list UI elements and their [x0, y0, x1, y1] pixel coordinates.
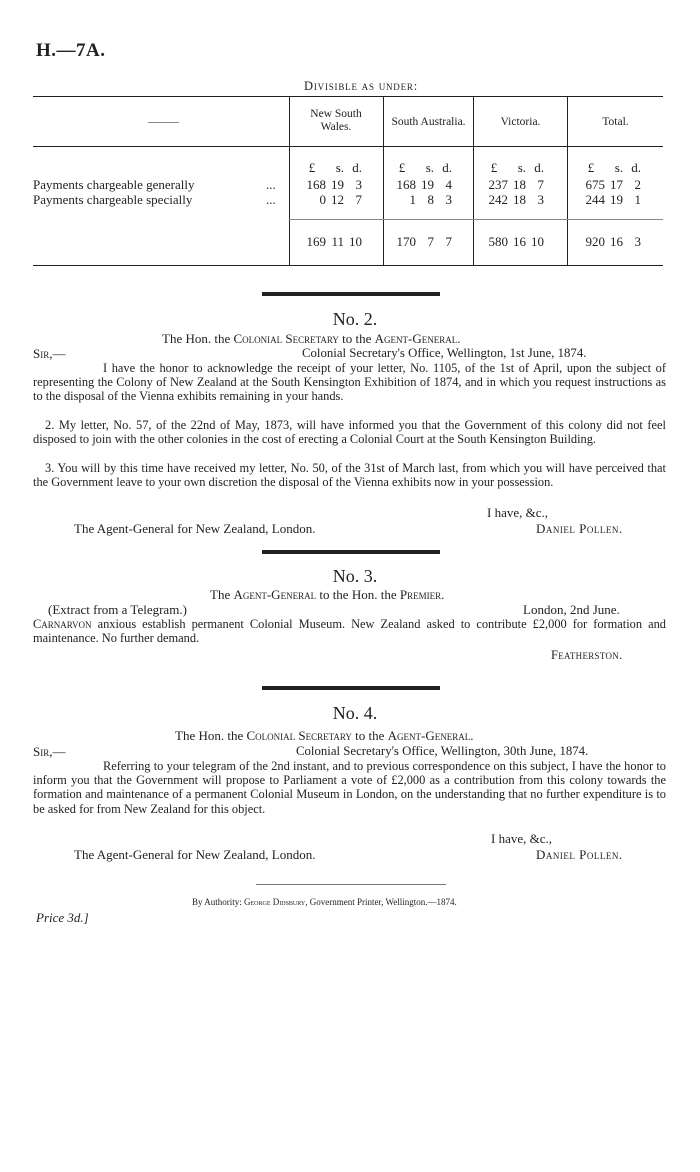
table-top-rule: [33, 96, 663, 97]
letter-number: No. 4.: [332, 703, 378, 723]
shillings-value: 19: [421, 177, 434, 192]
signature: Featherston.: [551, 648, 623, 662]
total-pence-value: 7: [445, 234, 452, 249]
imprint-pre: By Authority:: [192, 897, 242, 907]
paragraph: 2. My letter, No. 57, of the 22nd of May, 1873, will have informed you that the Government of this colony did not feel disposed to join with the other colonies in the cost of erecting a Colonial Court at the South Kensington Building.: [33, 418, 666, 447]
row-dots: ...: [266, 192, 276, 207]
telegram-text: anxious establish permanent Colonial Museum. New Zealand asked to contribute £2,000 for formation and maintenance. No further demand.: [33, 617, 666, 646]
paragraph: 3. You will by this time have received my letter, No. 50, of the 31st of March last, from which you will have perceived that the Government leave to your own discretion the disposal of the Vienna exhibits now in your possession.: [33, 461, 666, 490]
salutation: Sir,—: [33, 744, 66, 759]
heading-mid: to the: [355, 728, 385, 743]
column-header-vic: Victoria.: [500, 116, 541, 128]
heading-from: Colonial Secretary: [246, 728, 352, 743]
imprint-post: Government Printer, Wellington.—1874.: [309, 897, 457, 907]
footer-rule: [256, 884, 446, 885]
row-label-specially: Payments chargeable specially: [33, 192, 193, 207]
table-caption: Divisible as under:: [304, 79, 418, 93]
total-shillings-value: 11: [331, 234, 344, 249]
column-header-sa: South Australia.: [391, 116, 466, 128]
total-pounds-value: 580: [488, 234, 508, 249]
shillings-value: 18: [513, 177, 526, 192]
total-pence-value: 10: [349, 234, 362, 249]
pounds-value: 0: [319, 192, 326, 207]
pence-head: d.: [631, 160, 641, 175]
shilling-head: s.: [614, 160, 623, 175]
letter-heading: [210, 587, 444, 603]
pence-head: d.: [352, 160, 362, 175]
heading-to: Premier.: [399, 587, 445, 602]
heading-mid: to the: [342, 331, 372, 346]
section-divider: [262, 686, 440, 690]
paragraph: Referring to your telegram of the 2nd instant, and to previous correspondence on this subject, I have the honor to inform you that the Government will propose to Parliament a vote of £2,000 as a contribution from this colony towards the formation and maintenance of a permanent Colonial Museum in London, on the understanding that no further expenditure is to be asked for from New Zealand for this object.: [33, 759, 666, 816]
pound-sign: £: [308, 160, 316, 175]
signature: Daniel Pollen.: [536, 521, 623, 536]
recipient: The Agent-General for New Zealand, London.: [74, 521, 316, 536]
letter-number: No. 2.: [332, 309, 378, 329]
signature: Daniel Pollen.: [536, 847, 623, 862]
letter-number: No. 3.: [332, 566, 378, 586]
pence-value: 1: [634, 192, 641, 207]
address-date: Colonial Secretary's Office, Wellington, 1st June, 1874.: [302, 346, 587, 360]
section-divider: [262, 292, 440, 296]
printer-imprint: [192, 897, 457, 907]
row-dots: ...: [266, 177, 276, 192]
recipient: The Agent-General for New Zealand, London.: [74, 847, 316, 862]
total-shillings-value: 7: [427, 234, 434, 249]
address-date: Colonial Secretary's Office, Wellington, 30th June, 1874.: [296, 744, 589, 758]
pence-value: 3: [445, 192, 452, 207]
shillings-value: 8: [427, 192, 434, 207]
pound-sign: £: [398, 160, 406, 175]
letter-heading: [175, 728, 474, 744]
row-label-generally: Payments chargeable generally: [33, 177, 195, 192]
page-code: H.—7A.: [36, 40, 106, 61]
pounds-value: 244: [585, 192, 605, 207]
heading-mid: to the Hon. the: [319, 587, 397, 602]
table-dash: ———: [148, 116, 178, 128]
pence-value: 3: [537, 192, 544, 207]
closing: I have, &c.,: [491, 831, 553, 846]
pound-sign: £: [587, 160, 595, 175]
pounds-value: 242: [488, 192, 508, 207]
pence-head: d.: [534, 160, 544, 175]
paragraph: I have the honor to acknowledge the receipt of your letter, No. 1105, of the 1st of April, upon the subject of representing the Colony of New Zealand at the South Kensington Exhibition of 1874, and in which you request instructions as to the disposal of the Vienna exhibits remaining in your hands.: [33, 361, 666, 404]
table-col-rule: [289, 96, 290, 265]
total-shillings-value: 16: [513, 234, 526, 249]
pence-value: 3: [355, 177, 362, 192]
heading-pre: The: [210, 587, 231, 602]
shillings-value: 12: [331, 192, 344, 207]
closing: I have, &c.,: [487, 505, 549, 520]
heading-from: Agent-General: [233, 587, 317, 602]
pounds-value: 1: [409, 192, 416, 207]
column-header-total: Total.: [602, 116, 629, 128]
shilling-head: s.: [335, 160, 344, 175]
total-pounds-value: 170: [396, 234, 416, 249]
pound-sign: £: [490, 160, 498, 175]
telegram-body: [33, 617, 666, 645]
place-date: London, 2nd June.: [523, 602, 620, 617]
pounds-value: 675: [585, 177, 605, 192]
total-pence-value: 10: [531, 234, 544, 249]
extract-note: (Extract from a Telegram.): [48, 602, 187, 617]
column-header-nsw: New South Wales.: [310, 108, 362, 133]
heading-pre: The Hon. the: [175, 728, 244, 743]
price: Price 3d.]: [36, 910, 89, 925]
table-bottom-rule: [33, 265, 663, 266]
pence-value: 2: [634, 177, 641, 192]
shillings-value: 19: [610, 192, 623, 207]
printer-name: George Didsbury,: [244, 897, 308, 907]
pence-value: 7: [537, 177, 544, 192]
table-sum-rule: [289, 219, 663, 220]
heading-pre: The Hon. the: [162, 331, 231, 346]
pounds-value: 168: [396, 177, 416, 192]
pence-value: 7: [355, 192, 362, 207]
total-pounds-value: 169: [306, 234, 326, 249]
pounds-value: 237: [488, 177, 508, 192]
shilling-head: s.: [425, 160, 434, 175]
pence-value: 4: [445, 177, 452, 192]
heading-to: Agent-General.: [374, 331, 461, 346]
pence-head: d.: [442, 160, 452, 175]
telegram-sender: Carnarvon: [33, 617, 92, 631]
section-divider: [262, 550, 440, 554]
total-pounds-value: 920: [585, 234, 605, 249]
heading-to: Agent-General.: [387, 728, 474, 743]
salutation: Sir,—: [33, 346, 66, 361]
shillings-value: 18: [513, 192, 526, 207]
shillings-value: 19: [331, 177, 344, 192]
pounds-value: 168: [306, 177, 326, 192]
table-head-rule: [33, 146, 663, 147]
shillings-value: 17: [610, 177, 623, 192]
shilling-head: s.: [517, 160, 526, 175]
letter-heading: [162, 331, 461, 347]
total-shillings-value: 16: [610, 234, 623, 249]
heading-from: Colonial Secretary: [233, 331, 339, 346]
total-pence-value: 3: [634, 234, 641, 249]
